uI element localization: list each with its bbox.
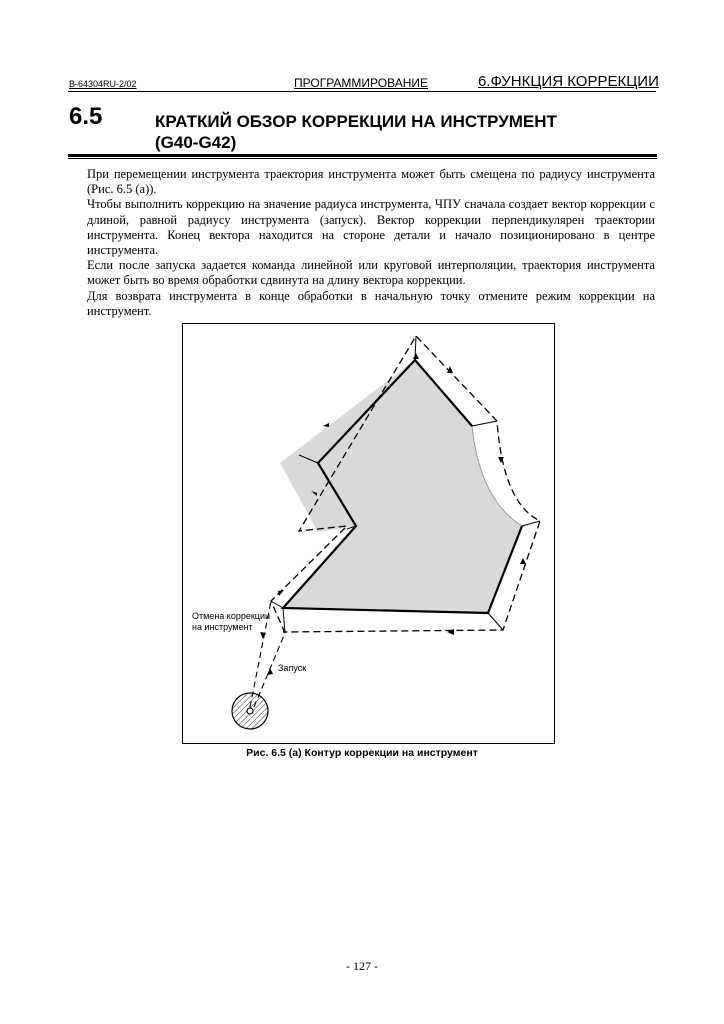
body-text — [87, 167, 655, 319]
figure-tool-compensation — [182, 323, 555, 744]
label-startup: Запуск — [278, 663, 307, 673]
header-section: 6.ФУНКЦИЯ КОРРЕКЦИИ — [478, 73, 659, 90]
figure-drawing — [182, 323, 555, 744]
startup-arrow — [267, 668, 273, 675]
cancel-arrow — [260, 632, 266, 639]
paragraph: Если после запуска задается команда линейной или круговой интерполяции, траектория инструмента может быть во время обработки сдвинута на длину вектора коррекции. — [87, 258, 655, 288]
workpiece-shape — [280, 360, 522, 613]
figure-caption: Рис. 6.5 (а) Контур коррекции на инструмент — [246, 747, 478, 759]
header-rule — [68, 91, 656, 92]
section-rule — [68, 154, 657, 157]
header-doc-code: B-64304RU-2/02 — [69, 79, 137, 89]
paragraph: Для возврата инструмента в конце обработки в начальную точку отмените режим коррекции на инструмент. — [87, 288, 655, 318]
section-title-line2: (G40-G42) — [155, 133, 237, 152]
tool-center — [247, 708, 253, 714]
section-number: 6.5 — [69, 103, 103, 130]
paragraph: При перемещении инструмента траектория инструмента может быть смещена по радиусу инструмента (Рис. 6.5 (а)). — [87, 167, 655, 197]
paragraph: Чтобы выполнить коррекцию на значение радиуса инструмента, ЧПУ сначала создает вектор коррекции с длиной, равной радиусу инструмента (запуск). Вектор коррекции перпендикулярен траектории инструмента. Конец вектора находится на стороне детали и начало позиционировано в центре инструмента. — [87, 197, 655, 258]
label-cancel-compensation: Отмена коррекции на инструмент — [192, 611, 270, 632]
section-title — [155, 111, 557, 153]
header-chapter: ПРОГРАММИРОВАНИЕ — [294, 76, 428, 90]
section-title-line1: КРАТКИЙ ОБЗОР КОРРЕКЦИИ НА ИНСТРУМЕНТ — [155, 112, 557, 131]
section-rule-thin — [68, 158, 657, 159]
page-number: - 127 - — [346, 959, 378, 973]
